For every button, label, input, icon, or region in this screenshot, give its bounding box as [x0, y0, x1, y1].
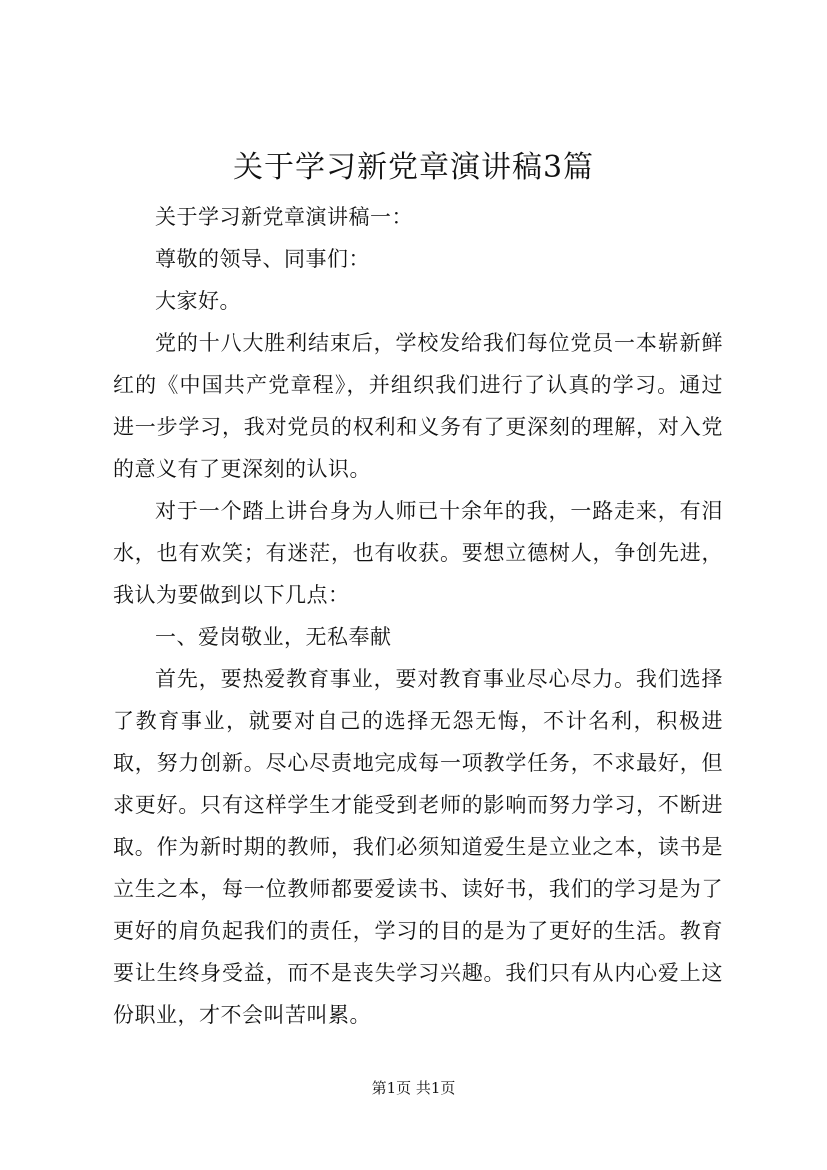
body-paragraph: 党的十八大胜利结束后，学校发给我们每位党员一本崭新鲜红的《中国共产党章程》，并组织我们进行了认真的学习。通过进一步学习，我对党员的权利和义务有了更深刻的理解，对入党的意义有了更深刻的认识。	[113, 331, 723, 481]
document-title: 关于学习新党章演讲稿3篇	[232, 150, 595, 185]
body-paragraph: 对于一个踏上讲台身为人师已十余年的我，一路走来，有泪水，也有欢笑；有迷茫，也有收获。要想立德树人，争创先进，我认为要做到以下几点：	[113, 499, 723, 607]
salutation: 尊敬的领导、同事们：	[155, 247, 370, 271]
body-paragraph: 首先，要热爱教育事业，要对教育事业尽心尽力。我们选择了教育事业，就要对自己的选择无怨无悔，不计名利，积极进取，努力创新。尽心尽责地完成每一项教学任务，不求最好，但求更好。只有这样学生才能受到老师的影响而努力学习，不断进取。作为新时期的教师，我们必须知道爱生是立业之本，读书是立生之本，每一位教师都要爱读书、读好书，我们的学习是为了更好的肩负起我们的责任，学习的目的是为了更好的生活。教育要让生终身受益，而不是丧失学习兴趣。我们只有从内心爱上这份职业，才不会叫苦叫累。	[113, 667, 723, 1027]
page-footer: 第1页 共1页	[371, 1079, 456, 1097]
section-heading: 一、爱岗敬业，无私奉献	[155, 625, 392, 649]
greeting: 大家好。	[155, 289, 241, 313]
greeting-heading: 关于学习新党章演讲稿一：	[155, 205, 413, 229]
document-body	[113, 196, 723, 1036]
